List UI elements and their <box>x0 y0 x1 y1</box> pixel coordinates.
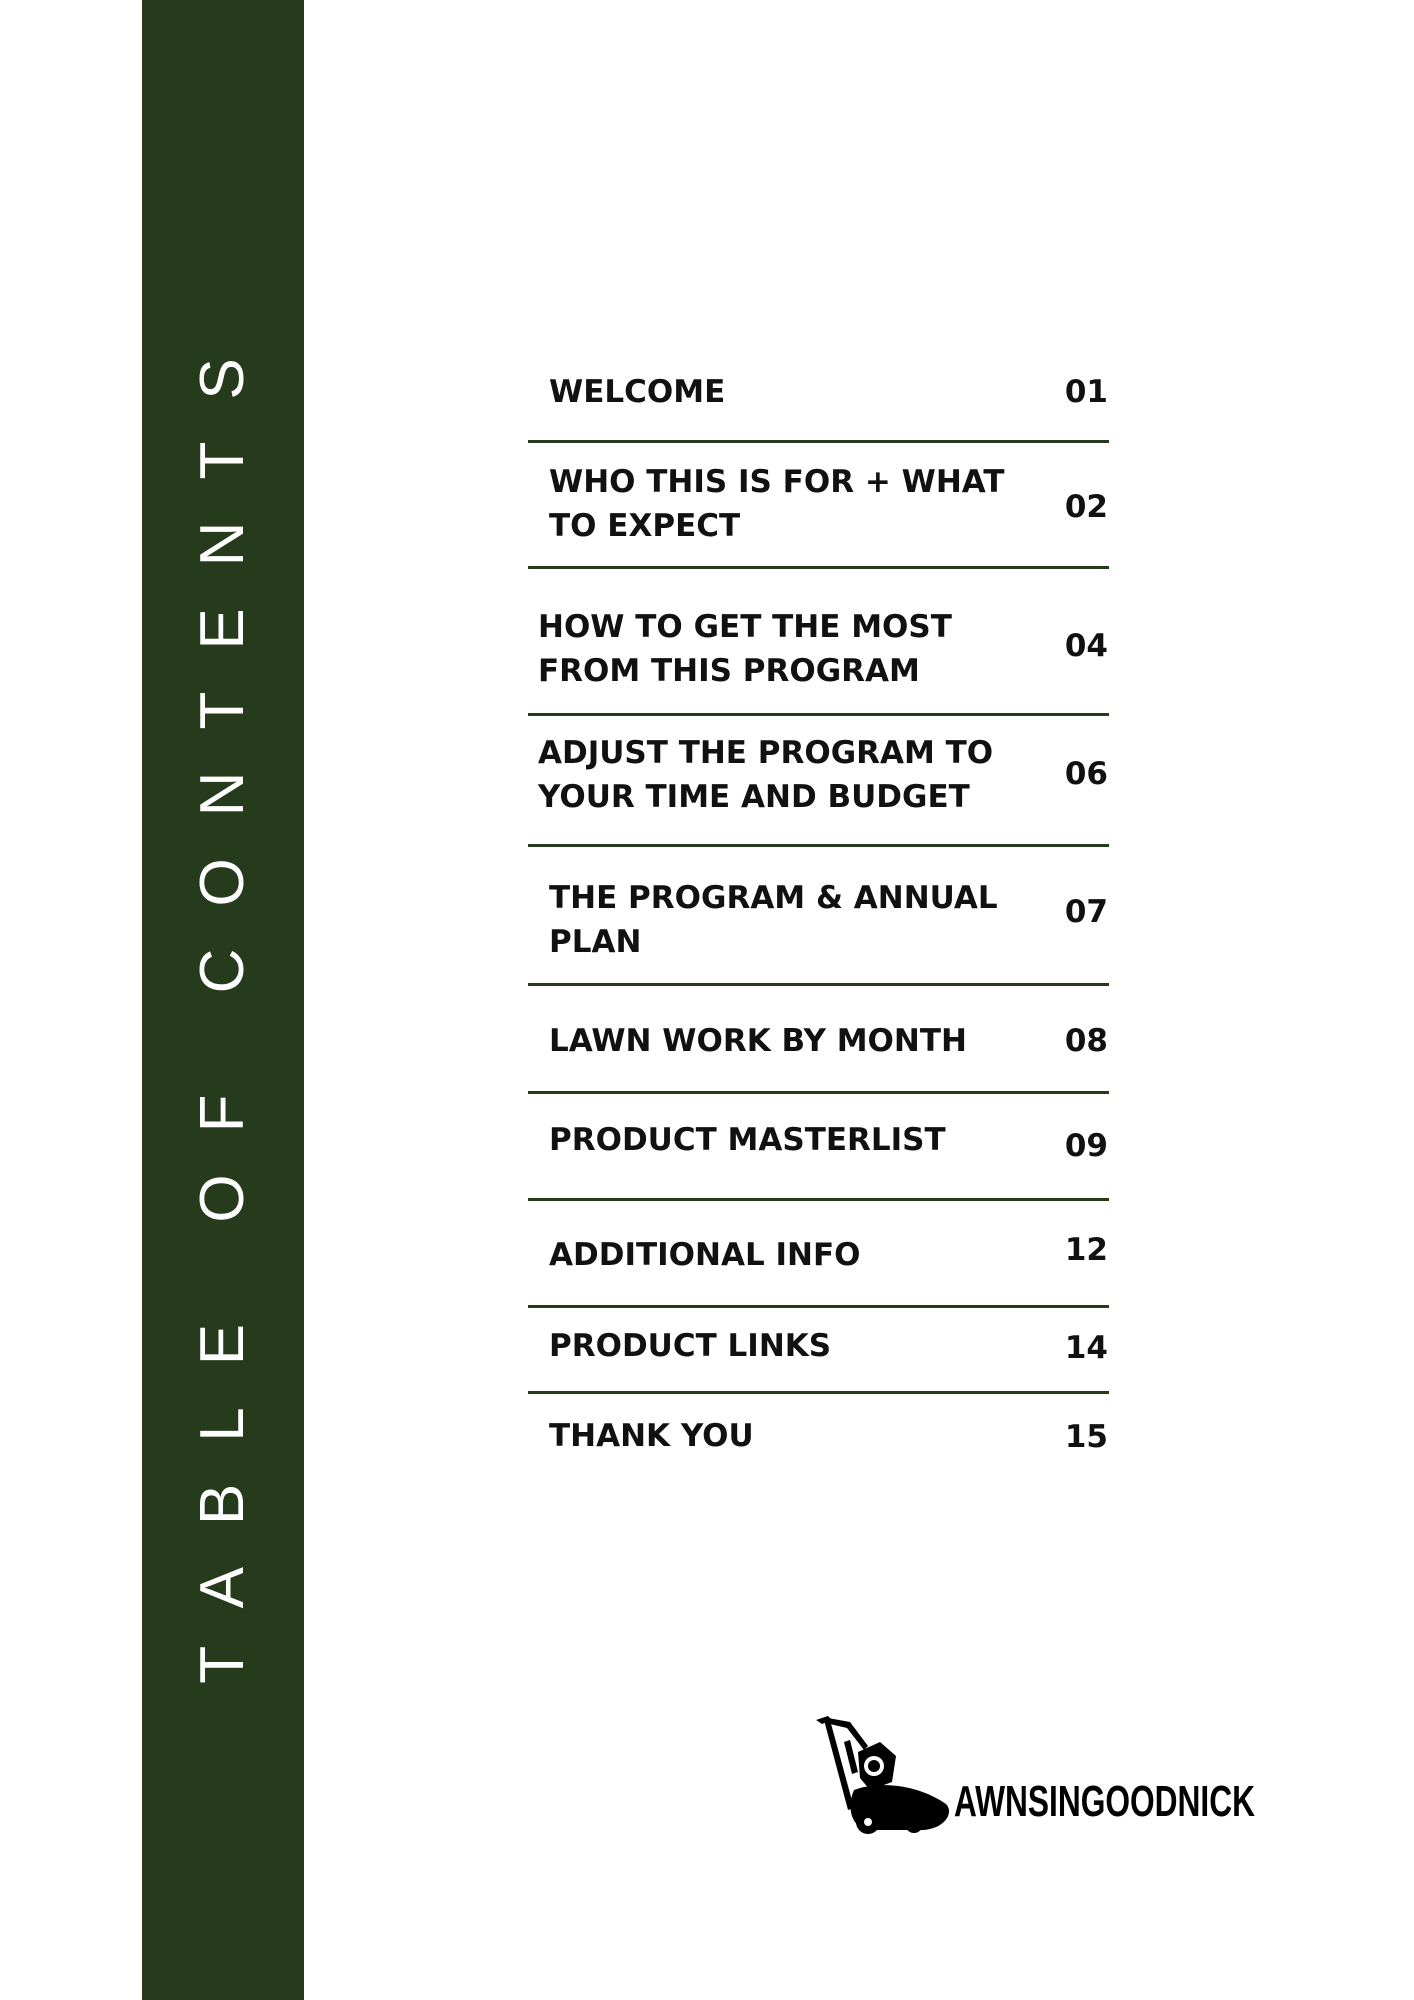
toc-entry-page: 07 <box>1064 894 1108 930</box>
brand-name: AWNSINGOODNICK <box>954 1777 1255 1826</box>
toc-entry-title[interactable]: PRODUCT LINKS <box>549 1328 832 1364</box>
toc-entry-page: 08 <box>1064 1023 1108 1059</box>
toc-entry-title[interactable]: WELCOME <box>549 374 726 410</box>
side-title: TABLE OF CONTENTS <box>188 316 257 1684</box>
toc-entry-page: 04 <box>1064 628 1108 664</box>
toc-entry-page: 12 <box>1064 1232 1108 1268</box>
toc-entry-title-line[interactable]: FROM THIS PROGRAM <box>538 653 920 689</box>
toc-divider <box>528 1391 1109 1394</box>
toc-entry-title[interactable]: PRODUCT MASTERLIST <box>549 1122 946 1158</box>
toc-entry-page: 01 <box>1064 374 1108 410</box>
toc-divider <box>528 1091 1109 1094</box>
toc-entry-page: 06 <box>1064 756 1108 792</box>
toc-entry-title[interactable]: ADDITIONAL INFO <box>549 1237 861 1273</box>
toc-entry-title-line[interactable]: PLAN <box>549 924 642 960</box>
toc-entry-title-line[interactable]: WHO THIS IS FOR + WHAT <box>549 464 1005 500</box>
toc-divider <box>528 440 1109 443</box>
toc-entry-page: 09 <box>1064 1128 1108 1164</box>
toc-entry-title-line[interactable]: ADJUST THE PROGRAM TO <box>538 735 994 771</box>
toc-divider <box>528 844 1109 847</box>
toc-divider <box>528 1198 1109 1201</box>
toc-entry-page: 02 <box>1064 489 1108 525</box>
toc-entry-title[interactable]: THANK YOU <box>549 1418 754 1454</box>
toc-divider <box>528 1305 1109 1308</box>
toc-entry-title-line[interactable]: THE PROGRAM & ANNUAL <box>549 880 998 916</box>
toc-divider <box>528 566 1109 569</box>
toc-entry-title-line[interactable]: YOUR TIME AND BUDGET <box>538 779 970 815</box>
toc-divider <box>528 713 1109 716</box>
toc-divider <box>528 983 1109 986</box>
toc-entry-title-line[interactable]: HOW TO GET THE MOST <box>538 609 952 645</box>
toc-entry-title-line[interactable]: TO EXPECT <box>549 508 741 544</box>
toc-entry-page: 14 <box>1064 1330 1108 1366</box>
toc-entry-title[interactable]: LAWN WORK BY MONTH <box>549 1023 967 1059</box>
lawn-mower-icon <box>814 1712 954 1837</box>
brand-logo <box>814 1712 1254 1837</box>
toc-entry-page: 15 <box>1064 1419 1108 1455</box>
